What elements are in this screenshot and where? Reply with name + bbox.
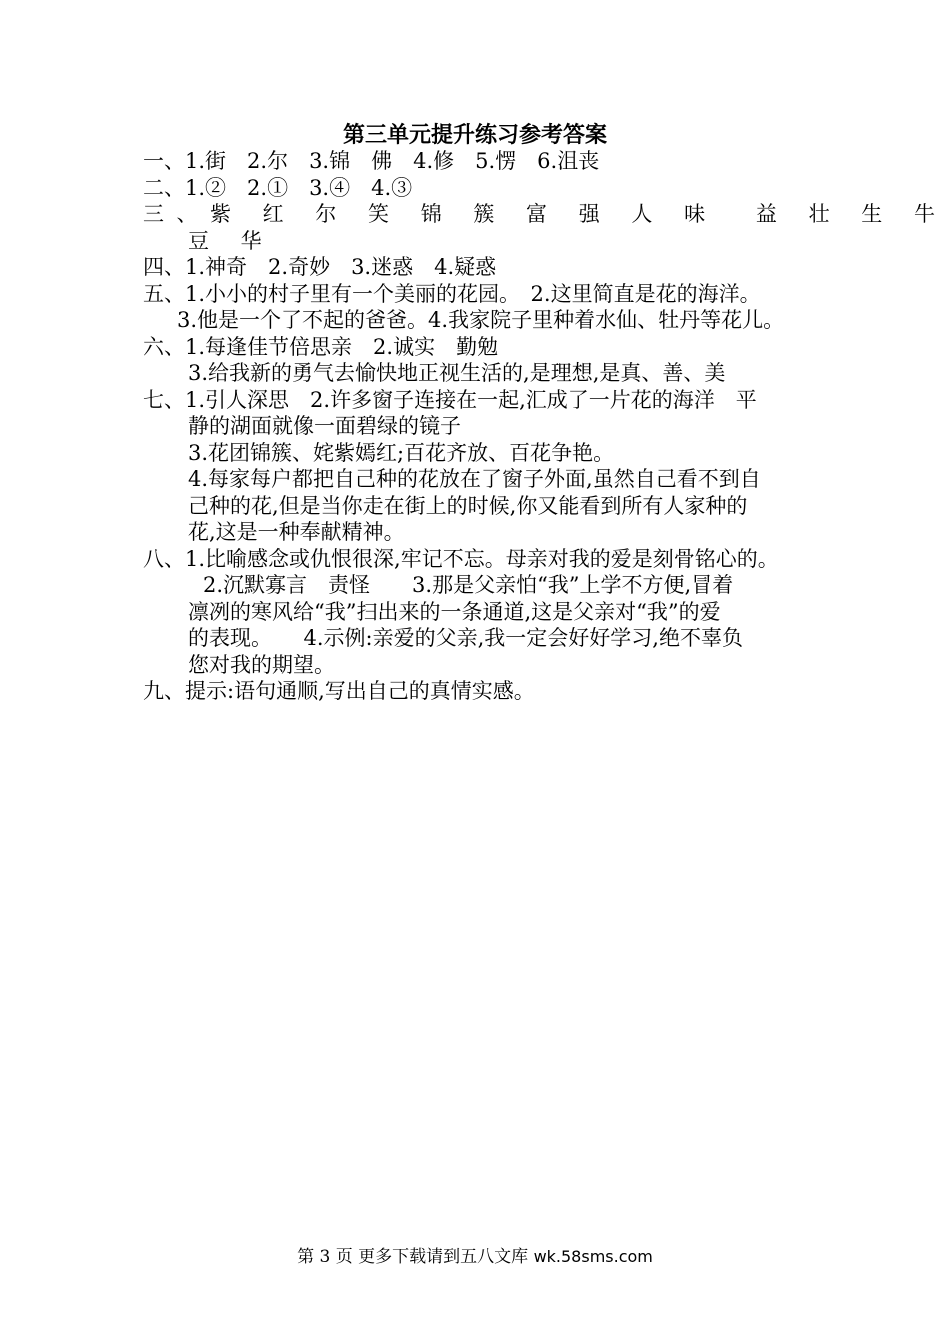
- page-footer: [0, 1245, 950, 1269]
- section-7-line-4: 4.每家每户都把自己种的花放在了窗子外面,虽然自己看不到自: [188, 467, 761, 491]
- section-8-line-3: 凛冽的寒风给“我”扫出来的一条通道,这是父亲对“我”的爱: [188, 599, 721, 624]
- answer-body: [143, 148, 948, 705]
- section-7-line-5: 己种的花,但是当你走在街上的时候,你又能看到所有人家种的: [188, 493, 748, 518]
- section-7-line-6: 花,这是一种奉献精神。: [188, 520, 405, 544]
- section-1-line: 一、1.街 2.尔 3.锦 佛 4.修 5.愣 6.沮丧: [143, 149, 600, 173]
- footer-text: 第 3 页 更多下载请到五八文库: [297, 1247, 534, 1267]
- section-7-line-3: 3.花团锦簇、姹紫嫣红;百花齐放、百花争艳。: [188, 440, 615, 465]
- page-title: 第三单元提升练习参考答案: [342, 122, 607, 148]
- section-8-line-4: 的表现。 4.示例:亲爱的父亲,我一定会好好学习,绝不辜负: [188, 626, 743, 650]
- section-3-line-2: 豆 华: [188, 228, 275, 253]
- section-7-line-2: 静的湖面就像一面碧绿的镜子: [188, 414, 461, 438]
- section-8-line-2: 2.沉默寡言 责怪 3.那是父亲怕“我”上学不方便,冒着: [203, 573, 734, 597]
- section-7-line-1: 七、1.引人深思 2.许多窗子连接在一起,汇成了一片花的海洋 平: [143, 387, 757, 412]
- section-8-line-5: 您对我的期望。: [188, 652, 335, 677]
- section-6-line-2: 3.给我新的勇气去愉快地正视生活的,是理想,是真、善、美: [188, 361, 726, 385]
- section-5-line-1: 五、1.小小的村子里有一个美丽的花园。 2.这里简直是花的海洋。: [143, 281, 761, 306]
- section-2-line: 二、1.② 2.① 3.④ 4.③: [143, 175, 413, 200]
- section-9-line: 九、提示:语句通顺,写出自己的真情实感。: [143, 679, 535, 703]
- section-3-line-1: 三、紫 红 尔 笑 锦 簇 富 强 人 味 益 壮 生 牛: [143, 202, 948, 226]
- footer-site-link[interactable]: wk.58sms.com: [533, 1247, 653, 1266]
- section-4-line: 四、1.神奇 2.奇妙 3.迷惑 4.疑惑: [143, 255, 497, 279]
- section-8-line-1: 八、1.比喻感念或仇恨很深,牢记不忘。母亲对我的爱是刻骨铭心的。: [143, 546, 779, 571]
- section-6-line-1: 六、1.每逢佳节倍思亲 2.诚实 勤勉: [143, 334, 499, 359]
- section-5-line-2: 3.他是一个了不起的爸爸。4.我家院子里种着水仙、牡丹等花儿。: [177, 308, 785, 332]
